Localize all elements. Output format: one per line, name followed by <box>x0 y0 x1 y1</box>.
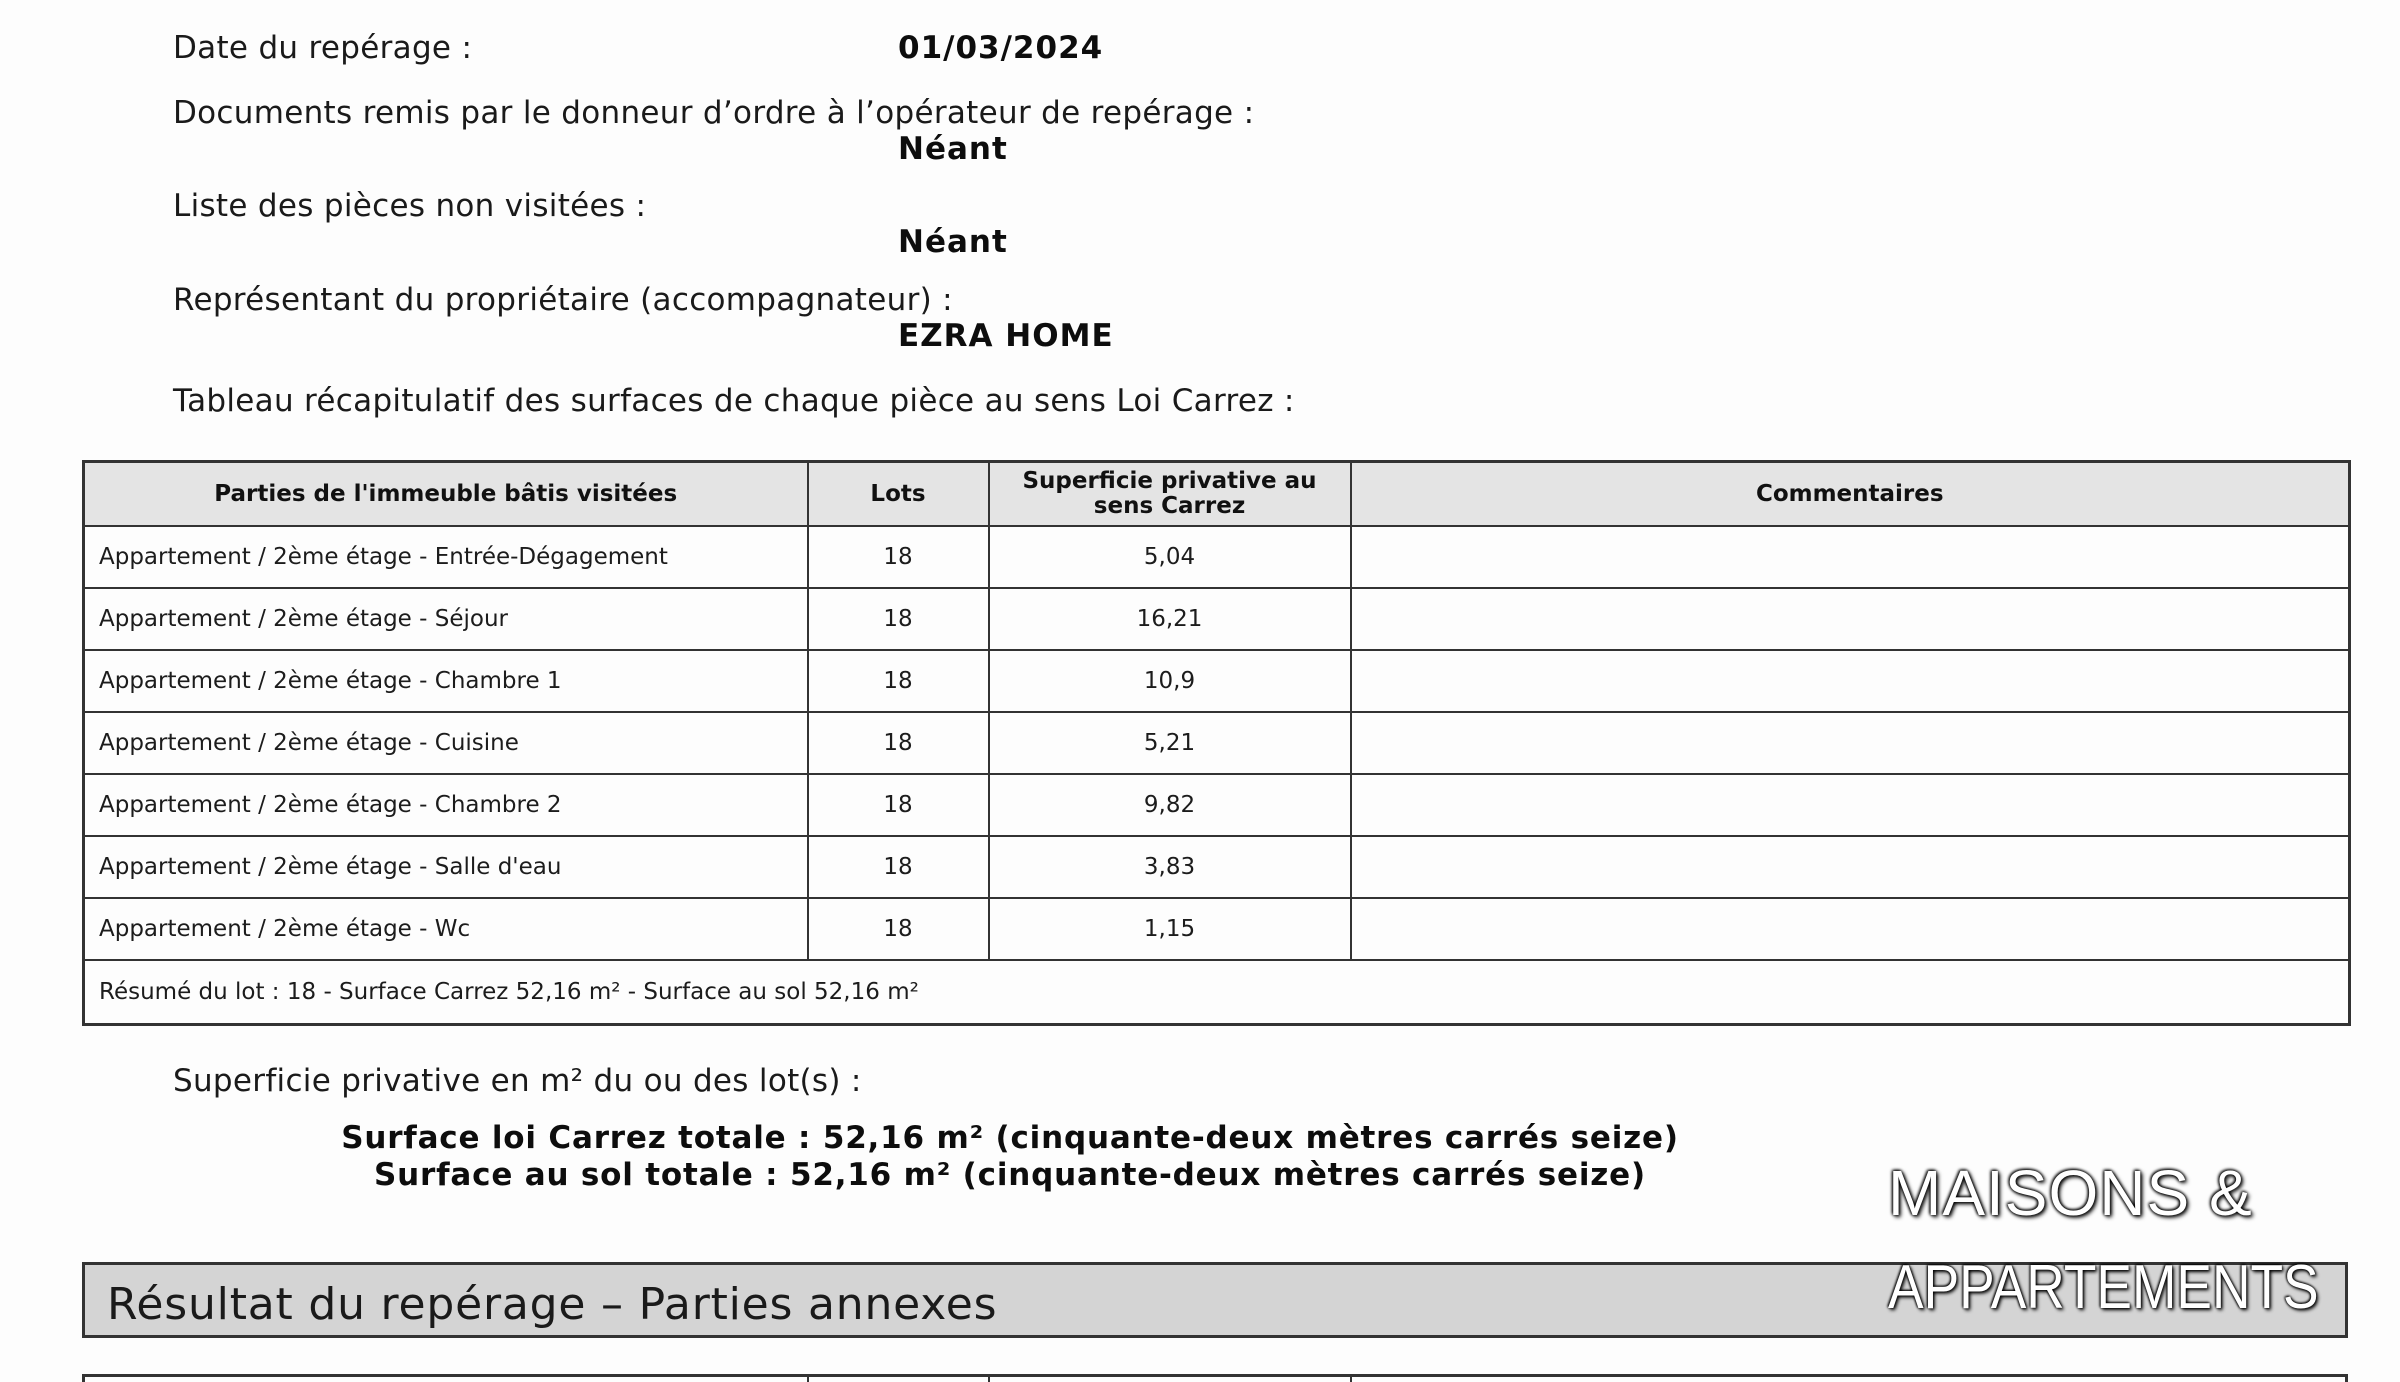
cell-lot: 18 <box>808 588 989 650</box>
cell-partie: Appartement / 2ème étage - Séjour <box>84 588 808 650</box>
table-row <box>84 588 2350 650</box>
cell-lot: 18 <box>808 774 989 836</box>
table-row <box>84 712 2350 774</box>
cell-partie: Appartement / 2ème étage - Chambre 1 <box>84 650 808 712</box>
maisons-appartements-logo <box>1888 1156 2328 1326</box>
cell-commentaire <box>1351 774 2350 836</box>
cell-superficie: 9,82 <box>989 774 1351 836</box>
cell-partie: Appartement / 2ème étage - Salle d'eau <box>84 836 808 898</box>
table-row <box>84 650 2350 712</box>
cell-superficie: 1,15 <box>989 898 1351 960</box>
cell-commentaire <box>1351 898 2350 960</box>
cell-commentaire <box>1351 836 2350 898</box>
cell-partie: Appartement / 2ème étage - Entrée-Dégagement <box>84 526 808 588</box>
logo-line-2: APPARTEMENTS <box>1888 1253 2319 1322</box>
cell-lot: 18 <box>808 712 989 774</box>
cell-partie: Appartement / 2ème étage - Chambre 2 <box>84 774 808 836</box>
column-divider <box>807 1377 809 1382</box>
cell-commentaire <box>1351 712 2350 774</box>
cell-partie: Appartement / 2ème étage - Cuisine <box>84 712 808 774</box>
cell-superficie: 5,21 <box>989 712 1351 774</box>
date-value: 01/03/2024 <box>898 30 1104 66</box>
cell-commentaire <box>1351 526 2350 588</box>
header-lots: Lots <box>808 462 989 527</box>
cell-lot: 18 <box>808 650 989 712</box>
section-title: Résultat du repérage – Parties annexes <box>107 1279 998 1330</box>
table-row <box>84 898 2350 960</box>
cell-lot: 18 <box>808 526 989 588</box>
tableau-label: Tableau récapitulatif des surfaces de chaque pièce au sens Loi Carrez : <box>173 383 1295 419</box>
pieces-label: Liste des pièces non visitées : <box>173 188 647 224</box>
cell-lot: 18 <box>808 836 989 898</box>
header-superficie-text: Superficie privative au sens Carrez <box>1022 468 1317 519</box>
table-row <box>84 526 2350 588</box>
total-carrez: Surface loi Carrez totale : 52,16 m² (cinquante-deux mètres carrés seize) <box>341 1120 1679 1156</box>
cell-superficie: 3,83 <box>989 836 1351 898</box>
date-label: Date du repérage : <box>173 30 473 66</box>
logo-line-1: MAISONS & <box>1888 1157 2253 1229</box>
column-divider <box>1350 1377 1352 1382</box>
cell-superficie: 10,9 <box>989 650 1351 712</box>
superficie-label: Superficie privative en m² du ou des lot(s) : <box>173 1063 862 1099</box>
cell-lot: 18 <box>808 898 989 960</box>
table-row <box>84 836 2350 898</box>
cell-commentaire <box>1351 650 2350 712</box>
cell-commentaire <box>1351 588 2350 650</box>
header-superficie <box>989 462 1351 527</box>
cell-superficie: 5,04 <box>989 526 1351 588</box>
cell-superficie: 16,21 <box>989 588 1351 650</box>
documents-label: Documents remis par le donneur d’ordre à l’opérateur de repérage : <box>173 95 1255 131</box>
pieces-value: Néant <box>898 224 1008 260</box>
table-row <box>84 774 2350 836</box>
surface-recap-table <box>82 460 2351 1026</box>
next-table-edge <box>82 1374 2348 1382</box>
cell-partie: Appartement / 2ème étage - Wc <box>84 898 808 960</box>
representant-value: EZRA HOME <box>898 318 1114 354</box>
column-divider <box>988 1377 990 1382</box>
table-header-row <box>84 462 2350 527</box>
representant-label: Représentant du propriétaire (accompagnateur) : <box>173 282 953 318</box>
table-summary-row <box>84 960 2350 1025</box>
total-sol: Surface au sol totale : 52,16 m² (cinquante-deux mètres carrés seize) <box>374 1157 1646 1193</box>
header-parties: Parties de l'immeuble bâtis visitées <box>84 462 808 527</box>
header-commentaires: Commentaires <box>1351 462 2350 527</box>
documents-value: Néant <box>898 131 1008 167</box>
lot-summary: Résumé du lot : 18 - Surface Carrez 52,16 m² - Surface au sol 52,16 m² <box>84 960 2350 1025</box>
